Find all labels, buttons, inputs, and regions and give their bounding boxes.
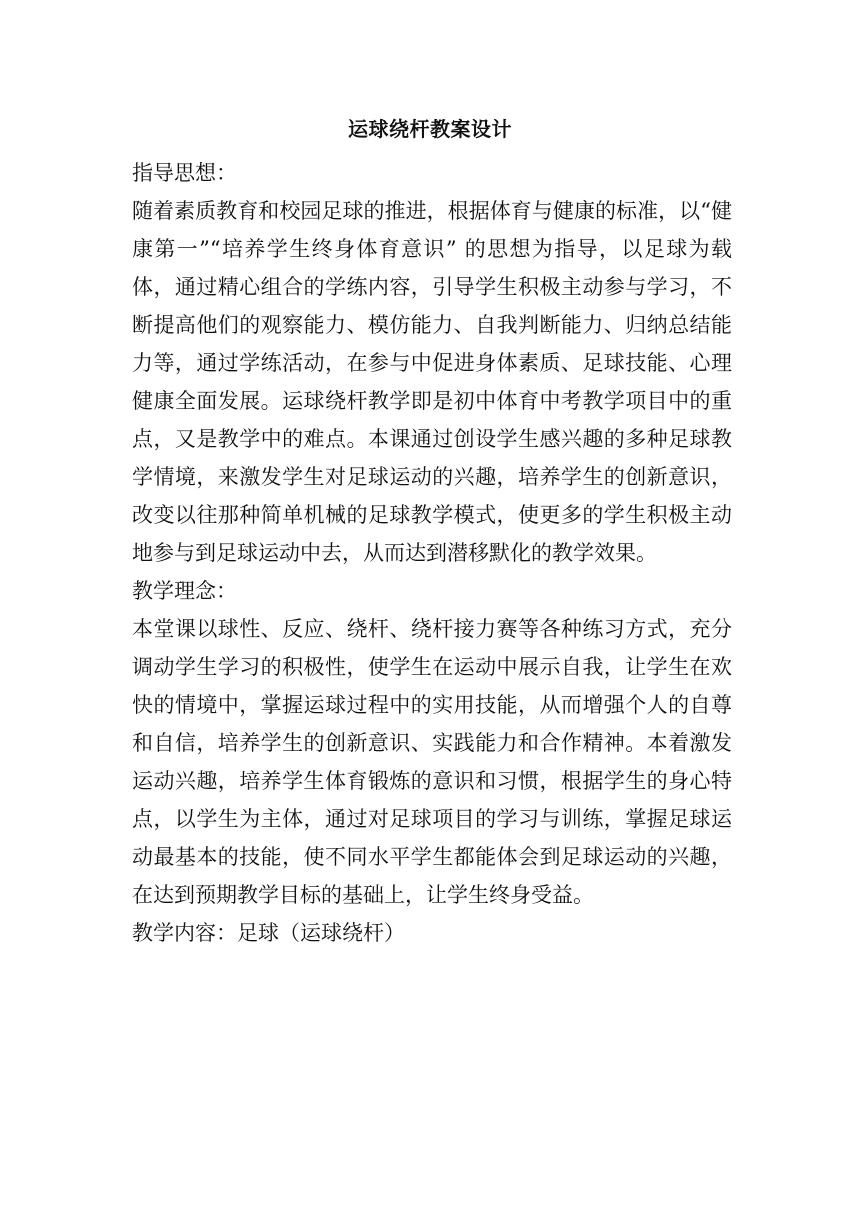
- section-paragraph-teaching-philosophy: 本堂课以球性、反应、绕杆、绕杆接力赛等各种练习方式，充分调动学生学习的积极性，使学生在运动中展示自我，让学生在欢快的情境中，掌握运球过程中的实用技能，从而增强个人的自尊和自信，培养学生的创新意识、实践能力和合作精神。本着激发运动兴趣，培养学生体育锻炼的意识和习惯，根据学生的身心特点，以学生为主体，通过对足球项目的学习与训练，掌握足球运动最基本的技能，使不同水平学生都能体会到足球运动的兴趣，在达到预期教学目标的基础上，让学生终身受益。: [132, 617, 732, 907]
- section-heading-teaching-content: 教学内容：足球（运球绕杆）: [132, 921, 405, 945]
- section-heading-teaching-philosophy: 教学理念：: [132, 579, 237, 603]
- section-heading-guiding-ideology: 指导思想：: [132, 161, 237, 185]
- document-body: [132, 154, 732, 952]
- section-paragraph-guiding-ideology: 随着素质教育和校园足球的推进，根据体育与健康的标准，以“健康第一”“培养学生终身体育意识” 的思想为指导，以足球为载体，通过精心组合的学练内容，引导学生积极主动参与学习，不断提高他们的观察能力、模仿能力、自我判断能力、归纳总结能力等，通过学练活动，在参与中促进身体素质、足球技能、心理健康全面发展。运球绕杆教学即是初中体育中考教学项目中的重点，又是教学中的难点。本课通过创设学生感兴趣的多种足球教学情境，来激发学生对足球运动的兴趣，培养学生的创新意识，改变以往那种简单机械的足球教学模式，使更多的学生积极主动地参与到足球运动中去，从而达到潜移默化的教学效果。: [132, 199, 732, 565]
- document-title: 运球绕杆教案设计: [348, 117, 512, 141]
